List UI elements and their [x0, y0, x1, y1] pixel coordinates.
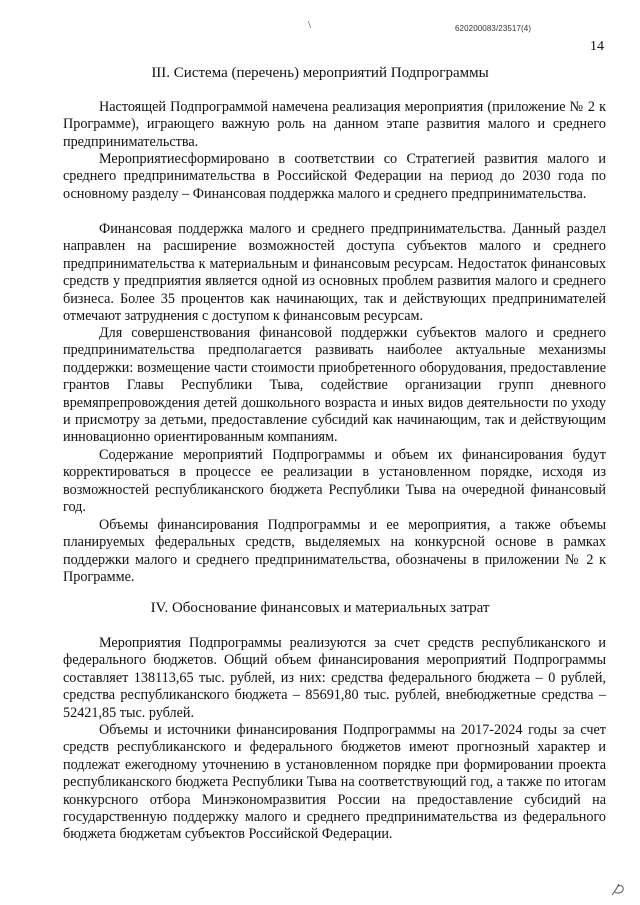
section-4-paragraph-1: Мероприятия Подпрограммы реализуются за счет средств республиканского и федерального бюджетов. Общий объем финансирования мероприятий Подпрограммы составляет 138113,65 тыс. рублей, из них: средства федерального бюджета – 0 рублей, средства республиканского бюджета – 85691,80 тыс. рублей, внебюджетные средства – 52421,85 тыс. рублей.	[63, 635, 606, 721]
section-3-paragraph-5: Содержание мероприятий Подпрограммы и объем их финансирования будут корректироваться в процессе ее реализации в установленном порядке, исходя из возможностей республиканского бюджета Республики Тыва на очередной финансовый год.	[63, 447, 606, 516]
section-3-paragraph-6: Объемы финансирования Подпрограммы и ее мероприятия, а также объемы планируемых федеральных средств, выделяемых на конкурсной основе в рамках поддержки малого и среднего предпринимательства, обозначены в приложении № 2 к Программе.	[63, 517, 606, 586]
section-3-heading: III. Система (перечень) мероприятий Подпрограммы	[151, 65, 489, 81]
section-3-paragraph-1: Настоящей Подпрограммой намечена реализация мероприятия (приложение № 2 к Программе), играющего важную роль на данном этапе развития малого и среднего предпринимательства.	[63, 99, 606, 150]
document-id: 620200083/23517(4)	[455, 24, 532, 33]
section-4-paragraph-2: Объемы и источники финансирования Подпрограммы на 2017-2024 годы за счет средств республиканского и федерального бюджетов имеют прогнозный характер и подлежат ежегодному уточнению в установленном порядке при формировании проекта республиканского бюджета Республики Тыва на соответствующий год, а также по итогам конкурсного отбора Минэкономразвития России на предоставление субсидий на государственную поддержку малого и среднего предпринимательства из федерального бюджета бюджетам субъектов Российской Федерации.	[63, 722, 606, 843]
section-3-paragraph-3: Финансовая поддержка малого и среднего предпринимательства. Данный раздел направлен на расширение возможностей доступа субъектов малого и среднего предпринимательства к материальным и финансовым ресурсам. Недостаток финансовых средств у предприятия является одной из основных проблем развития малого и среднего бизнеса. Более 35 процентов как начинающих, так и действующих предпринимателей отмечают затруднения с доступом к финансовым ресурсам.	[63, 221, 606, 325]
handwritten-mark-icon	[608, 880, 630, 898]
page-number: 14	[590, 39, 604, 54]
section-3-paragraph-2: Мероприятиесформировано в соответствии со Стратегией развития малого и среднего предпринимательства в Российской Федерации на период до 2030 года по основному разделу – Финансовая поддержка малого и среднего предпринимательства.	[63, 151, 606, 202]
section-4-heading: IV. Обоснование финансовых и материальных затрат	[150, 600, 490, 616]
tick-mark: \	[308, 19, 312, 31]
section-3-paragraph-4: Для совершенствования финансовой поддержки субъектов малого и среднего предпринимательства предполагается развивать наиболее актуальные механизмы поддержки: возмещение части стоимости приобретенного оборудования, предоставление грантов Главы Республики Тыва, содействие организации групп дневного времяпрепровождения детей дошкольного возраста и иных видов деятельности по уходу и присмотру за детьми, предоставление субсидий как начинающим, так и действующим инновационно ориентированным компаниям.	[63, 325, 606, 446]
